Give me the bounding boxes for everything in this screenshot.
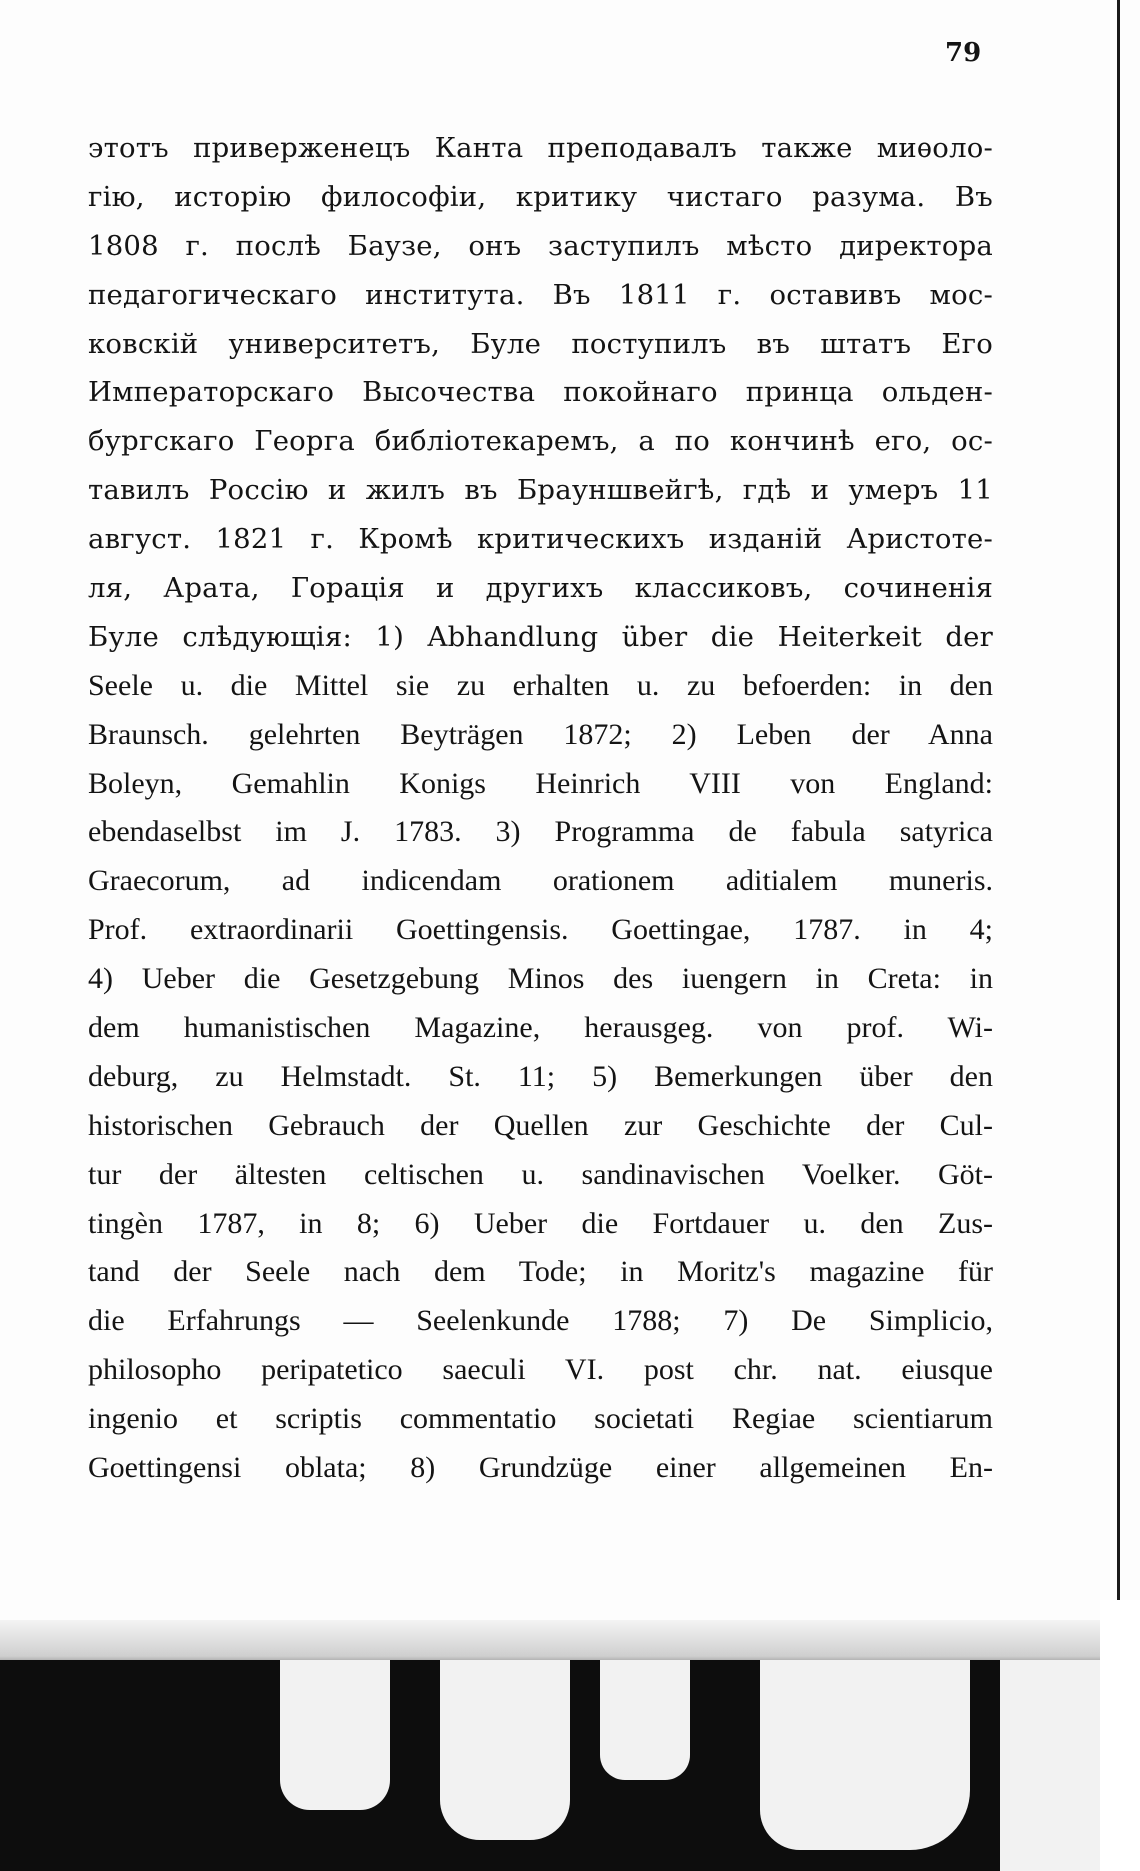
- text-line: tur der ältesten celtischen u. sandinavischen Voelker. Göt-: [88, 1157, 993, 1191]
- text-line: педагогическаго института. Въ 1811 г. оставивъ мос-: [88, 278, 993, 311]
- page-number: 79: [945, 38, 982, 68]
- text-line: ingenio et scriptis commentatio societati Regiae scientiarum: [88, 1402, 993, 1436]
- text-line: гію, исторію философіи, критику чистаго разума. Въ: [88, 180, 993, 213]
- body-text: [88, 124, 993, 1493]
- text-line: Буле слѣдующія: 1) Abhandlung über die Heiterkeit der: [88, 620, 993, 653]
- text-line: август. 1821 г. Кромѣ критическихъ изданій Аристоте-: [88, 523, 993, 556]
- text-line: тавилъ Россію и жилъ въ Брауншвейгѣ, гдѣ и умеръ 11: [88, 474, 993, 507]
- scan-light-shape: [600, 1660, 690, 1780]
- text-line: philosopho peripatetico saeculi VI. post chr. nat. eiusque: [88, 1353, 993, 1387]
- text-line: historischen Gebrauch der Quellen zur Geschichte der Cul-: [88, 1108, 993, 1142]
- text-line: deburg, zu Helmstadt. St. 11; 5) Bemerkungen über den: [88, 1059, 993, 1093]
- text-line: Graecorum, ad indicendam orationem aditialem muneris.: [88, 864, 993, 898]
- text-line: dem humanistischen Magazine, herausgeg. von prof. Wi-: [88, 1011, 993, 1045]
- text-line: 4) Ueber die Gesetzgebung Minos des iuengern in Creta: in: [88, 962, 993, 996]
- text-line: Goettingensi oblata; 8) Grundzüge einer allgemeinen En-: [88, 1451, 993, 1485]
- text-line: Императорскаго Высочества покойнаго принца ольден-: [88, 376, 993, 409]
- text-line: ковскій университетъ, Буле поступилъ въ штатъ Его: [88, 327, 993, 360]
- text-line: этотъ приверженецъ Канта преподавалъ также миѳоло-: [88, 132, 993, 164]
- scan-light-shape: [760, 1660, 970, 1850]
- text-line: die Erfahrungs — Seelenkunde 1788; 7) De Simplicio,: [88, 1304, 993, 1338]
- right-margin: [1100, 1600, 1140, 1871]
- scan-light-shape: [280, 1660, 390, 1810]
- text-line: Seele u. die Mittel sie zu erhalten u. zu befoerden: in den: [88, 668, 993, 702]
- text-line: Braunsch. gelehrten Beyträgen 1872; 2) Leben der Anna: [88, 717, 993, 751]
- text-line: бургскаго Георга библіотекаремъ, а по кончинѣ его, ос-: [88, 425, 993, 458]
- scan-light-shape: [1000, 1660, 1100, 1871]
- text-line: 1808 г. послѣ Баузе, онъ заступилъ мѣсто директора: [88, 229, 993, 262]
- scan-light-shape: [440, 1660, 570, 1840]
- text-line: tingèn 1787, in 8; 6) Ueber die Fortdauer u. den Zus-: [88, 1206, 993, 1240]
- text-line: ebendaselbst im J. 1783. 3) Programma de fabula satyrica: [88, 815, 993, 849]
- text-line: Prof. extraordinarii Goettingensis. Goettingae, 1787. in 4;: [88, 913, 993, 947]
- page-edge-line: [1117, 0, 1120, 1800]
- text-line: tand der Seele nach dem Tode; in Moritz's magazine für: [88, 1255, 993, 1289]
- text-line: ля, Арата, Горація и другихъ классиковъ, сочиненія: [88, 572, 993, 605]
- text-line: Boleyn, Gemahlin Konigs Heinrich VIII von England:: [88, 766, 993, 800]
